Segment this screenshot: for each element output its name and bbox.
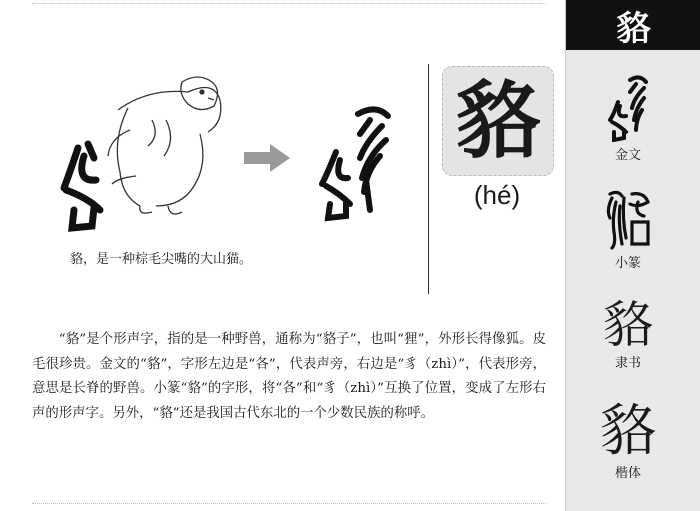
form-xiaozhuan	[566, 188, 690, 271]
animal-drawing	[108, 77, 221, 214]
evolution-illustration	[48, 60, 420, 250]
form-label: 小篆	[614, 256, 641, 271]
evolution-arrow	[244, 144, 290, 172]
bronze-glyph	[322, 109, 388, 218]
description-paragraph: “貉”是个形声字，指的是一种野兽，通称为“貉子”，也叫“狸”，外形长得像狐。皮毛很珍贵。金文的“貉”，字形左边是“各”，代表声旁，右边是“豸（zhì）”，代表形旁，意思是长脊的野兽。小篆“貉”的字形，将“各”和“豸（zhì）”互换了位置，变成了左形右声的形声字。另外，“貉”还是我国古代东北的一个少数民族的称呼。	[32, 332, 546, 421]
script-forms-sidebar	[565, 0, 700, 511]
form-jinwen	[566, 72, 690, 163]
illustration-caption: 貉，是一种棕毛尖嘴的大山猫。	[70, 252, 253, 267]
top-divider	[32, 3, 546, 4]
pinyin: (hé)	[473, 180, 521, 210]
ancient-glyph-left	[64, 144, 100, 228]
form-label: 隶书	[614, 356, 641, 371]
lishu-glyph: 貉	[603, 296, 653, 354]
form-label: 金文	[614, 148, 641, 163]
xiaozhuan-glyph	[604, 188, 652, 250]
sidebar-title: 貉	[566, 0, 700, 50]
main-character-box	[442, 66, 554, 176]
kaiti-glyph: 貉	[600, 399, 656, 464]
bottom-divider	[32, 503, 546, 504]
form-kaiti	[566, 399, 690, 481]
vertical-divider	[428, 64, 429, 294]
main-character: 貉	[455, 72, 540, 170]
jinwen-glyph	[604, 72, 652, 142]
form-lishu	[566, 296, 690, 371]
form-label: 楷体	[614, 466, 641, 481]
